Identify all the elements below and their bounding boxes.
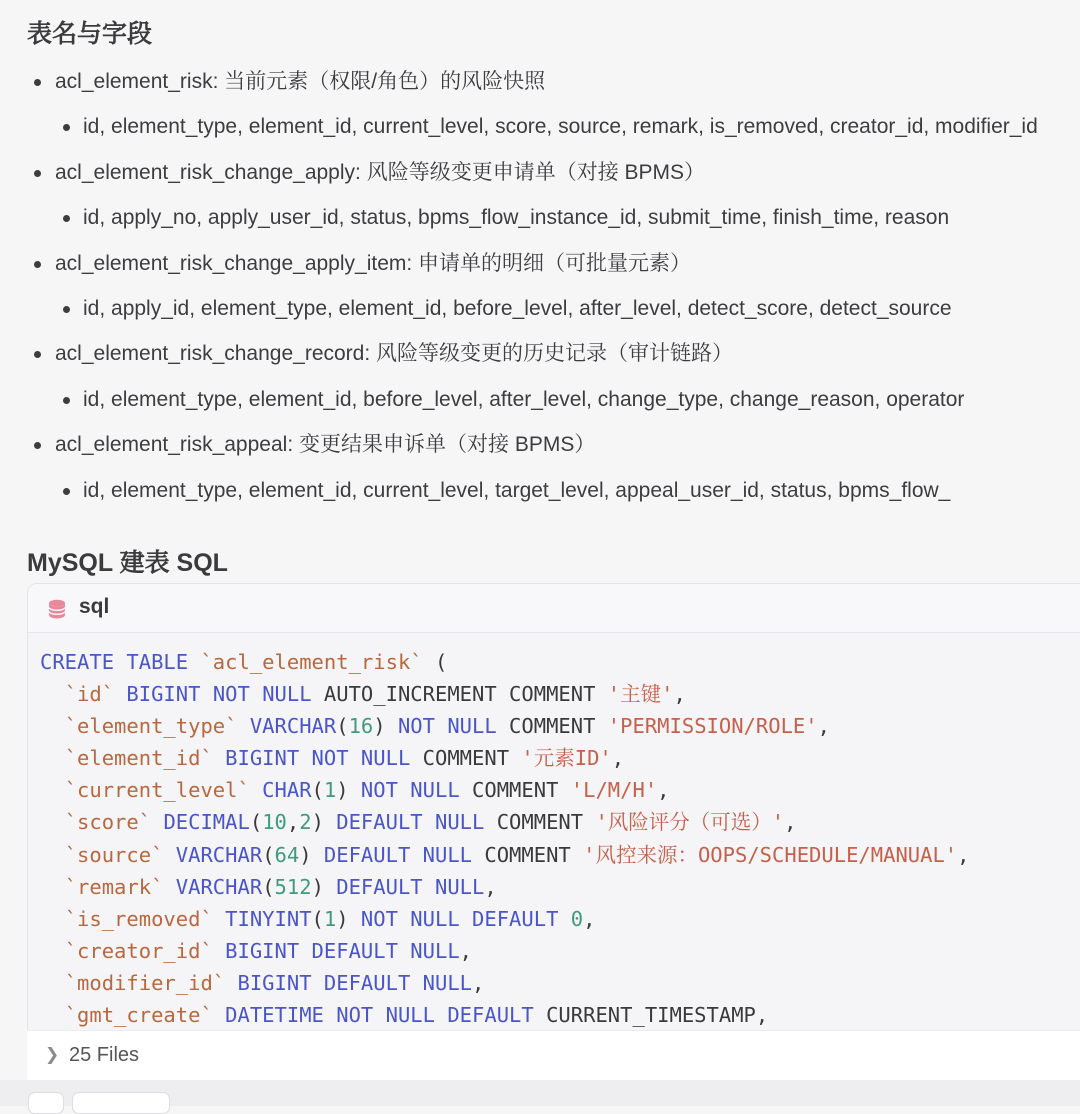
list-item [0,62,1080,107]
sql-code [40,646,970,1031]
code-line: `remark` VARCHAR(512) DEFAULT NULL, [64,874,497,899]
list-item-text: acl_element_risk_change_apply: 风险等级变更申请单（对接 BPMS） [55,160,706,184]
list-item-text: id, element_type, element_id, before_level, after_level, change_type, change_reason, operator [83,387,965,411]
list-item [0,334,1080,379]
code-line: `element_id` BIGINT NOT NULL COMMENT '元素ID', [64,746,625,771]
bullet-dot [34,170,41,177]
list-item [0,380,1080,425]
list-item [0,153,1080,198]
database-icon [48,599,66,624]
bullet-dot [63,124,70,131]
list-item-text: id, element_type, element_id, current_level, score, source, remark, is_removed, creator_id, modifier_id [83,115,1038,139]
code-line: `score` DECIMAL(10,2) DEFAULT NULL COMMENT '风险评分（可选）', [64,810,797,835]
bullet-dot [63,306,70,313]
code-line: `element_type` VARCHAR(16) NOT NULL COMMENT 'PERMISSION/ROLE', [64,714,830,739]
code-line: `creator_id` BIGINT DEFAULT NULL, [64,938,473,963]
list-item-text: acl_element_risk_change_record: 风险等级变更的历史记录（审计链路） [55,342,734,366]
bullet-dot [63,215,70,222]
list-item [0,471,1080,516]
code-line: `id` BIGINT NOT NULL AUTO_INCREMENT COMMENT '主键', [64,682,686,707]
chevron-right-icon[interactable]: ❯ [45,1045,60,1064]
table-field-list [0,62,1080,516]
bullet-dot [34,261,41,268]
code-line: `is_removed` TINYINT(1) NOT NULL DEFAULT 0, [64,906,596,931]
bullet-dot [34,442,41,449]
bullet-dot [63,488,70,495]
list-item [0,198,1080,243]
bottom-toolbar [0,1080,1080,1106]
code-line: `current_level` CHAR(1) NOT NULL COMMENT 'L/M/H', [64,778,670,803]
section-title-tables: 表名与字段 [27,20,153,48]
bullet-dot [34,351,41,358]
code-line: `modifier_id` BIGINT DEFAULT NULL, [64,970,485,995]
list-item [0,425,1080,470]
list-item-text: id, element_type, element_id, current_level, target_level, appeal_user_id, status, bpms_flow_ [83,478,951,502]
code-line: `gmt_create` DATETIME NOT NULL DEFAULT CURRENT_TIMESTAMP, [64,1003,769,1028]
files-collapse-bar[interactable] [27,1030,1080,1081]
toolbar-button[interactable] [72,1092,170,1114]
list-item [0,289,1080,334]
list-item-text: acl_element_risk: 当前元素（权限/角色）的风险快照 [55,70,546,93]
bullet-dot [34,79,41,86]
list-item-text: id, apply_id, element_type, element_id, before_level, after_level, detect_score, detect_source [83,296,952,320]
bullet-dot [63,397,70,404]
list-item-text: id, apply_no, apply_user_id, status, bpms_flow_instance_id, submit_time, finish_time, reason [83,206,950,230]
list-item [0,244,1080,289]
code-block[interactable] [27,583,1080,1037]
list-item [0,107,1080,152]
code-line: CREATE TABLE `acl_element_risk` ( [40,650,448,674]
code-block-header [28,584,1080,633]
toolbar-button[interactable] [28,1092,64,1114]
files-count-label: 25 Files [69,1044,140,1066]
list-item-text: acl_element_risk_change_apply_item: 申请单的明细（可批量元素） [55,251,692,275]
code-line: `source` VARCHAR(64) DEFAULT NULL COMMENT '风控来源：OOPS/SCHEDULE/MANUAL', [64,842,970,867]
section-title-sql: MySQL 建表 SQL [27,549,228,577]
code-language-label: sql [79,595,110,618]
list-item-text: acl_element_risk_appeal: 变更结果申诉单（对接 BPMS） [55,433,596,457]
